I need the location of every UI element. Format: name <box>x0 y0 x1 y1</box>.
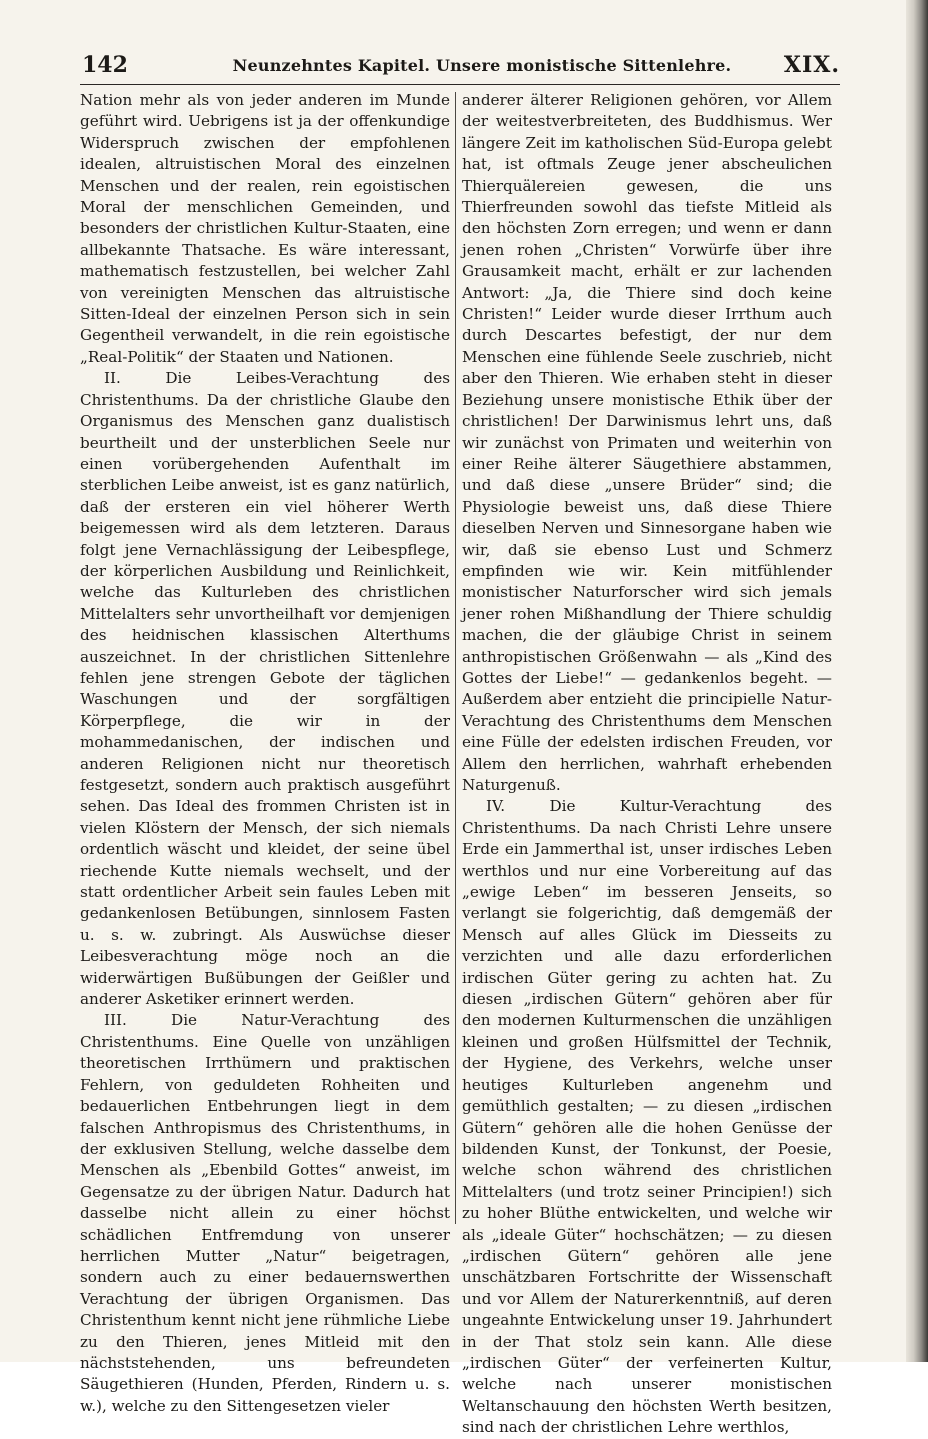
page-header <box>82 52 840 82</box>
paragraph: anderer älterer Religionen gehören, vor Allem der weitestverbreiteten, des Buddhismus. Wer längere Zeit im katholischen Süd-Europa gelebt hat, ist oftmals Zeuge jener abscheulichen Thierquälereien gewesen, die uns Thierfreunden sowohl das tiefste Mitleid als den höchsten Zorn erregen; und wenn er dann jenen rohen „Christen“ Vorwürfe über ihre Grausamkeit macht, erhält er zur lachenden Antwort: „Ja, die Thiere sind doch keine Christen!“ Leider wurde dieser Irrthum auch durch Descartes befestigt, der nur dem Menschen eine fühlende Seele zuschrieb, nicht aber den Thieren. Wie erhaben steht in dieser Beziehung unsere monistische Ethik über der christlichen! Der Darwinismus lehrt uns, daß wir zunächst von Primaten und weiterhin von einer Reihe älterer Säugethiere abstammen, und daß diese „unsere Brüder“ sind; die Physiologie beweist uns, daß diese Thiere dieselben Nerven und Sinnesorgane haben wie wir, daß sie ebenso Lust und Schmerz empfinden wie wir. Kein mitfühlender monistischer Naturforscher wird sich jemals jener rohen Mißhandlung der Thiere schuldig machen, die der gläubige Christ in seinem anthropistischen Größenwahn — als „Kind des Gottes der Liebe!“ — gedankenlos begeht. — Außerdem aber entzieht die principielle Natur-Verachtung des Christenthums dem Menschen eine Fülle der edelsten irdischen Freuden, vor Allem den herrlichen, wahrhaft erhebenden Naturgenuß. <box>462 91 832 794</box>
right-column <box>462 90 832 1437</box>
running-head: Neunzehntes Kapitel. Unsere monistische Sittenlehre. <box>232 56 732 75</box>
paragraph: II. Die Leibes-Verachtung des Christenthums. Da der christliche Glaube den Organismus des Menschen ganz dualistisch beurtheilt und der unsterblichen Seele nur einen vorübergehenden Aufenthalt im sterblichen Leibe anweist, ist es ganz natürlich, daß der ersteren ein viel höherer Werth beigemessen wird als dem letzteren. Daraus folgt jene Vernachlässigung der Leibespflege, der körperlichen Ausbildung und Reinlichkeit, welche das Kulturleben des christlichen Mittelalters sehr unvortheilhaft vor demjenigen des heidnischen klassischen Alterthums auszeichnet. In der christlichen Sittenlehre fehlen jene strengen Gebote der täglichen Waschungen und der sorgfältigen Körperpflege, die wir in der mohammedanischen, der indischen und anderen Religionen nicht nur theoretisch festgesetzt, sondern auch praktisch ausgeführt sehen. Das Ideal des frommen Christen ist in vielen Klöstern der Mensch, der sich niemals ordentlich wäscht und kleidet, der seine übel riechende Kutte niemals wechselt, und der statt ordentlicher Arbeit sein faules Leben mit gedankenlosen Betübungen, sinnlosem Fasten u. s. w. zubringt. Als Auswüchse dieser Leibesverachtung möge noch an die widerwärtigen Bußübungen der Geißler und anderer Asketiker erinnert werden. <box>80 369 450 1009</box>
column-divider <box>455 92 456 1224</box>
left-column <box>80 90 450 1415</box>
page-edge-shadow <box>906 0 928 1362</box>
paragraph: IV. Die Kultur-Verachtung des Christenthums. Da nach Christi Lehre unsere Erde ein Jammerthal ist, unser irdisches Leben werthlos und nur eine Vorbereitung auf das „ewige Leben“ im besseren Jenseits, so verlangt sie folgerichtig, daß demgemäß der Mensch auf alles Glück im Diesseits zu verzichten und alle dazu erforderlichen irdischen Güter gering zu achten hat. Zu diesen „irdischen Gütern“ gehören aber für den modernen Kulturmenschen die unzähligen kleinen und großen Hülfsmittel der Technik, der Hygiene, des Verkehrs, welche unser heutiges Kulturleben angenehm und gemüthlich gestalten; — zu diesen „irdischen Gütern“ gehören alle die hohen Genüsse der bildenden Kunst, der Tonkunst, der Poesie, welche schon während des christlichen Mittelalters (und trotz seiner Principien!) sich zu hoher Blüthe entwickelten, und welche wir als „ideale Güter“ hochschätzen; — zu diesen „irdischen Gütern“ gehören alle jene unschätzbaren Fortschritte der Wissenschaft und vor Allem der Naturerkenntniß, auf deren ungeahnte Entwickelung unser 19. Jahrhundert in der That stolz sein kann. Alle diese „irdischen Güter“ der verfeinerten Kultur, welche nach unserer monistischen Weltanschauung den höchsten Werth besitzen, sind nach der christlichen Lehre werthlos, <box>462 797 832 1437</box>
paragraph: III. Die Natur-Verachtung des Christenthums. Eine Quelle von unzähligen theoretischen Irrthümern und praktischen Fehlern, von geduldeten Rohheiten und bedauerlichen Entbehrungen liegt in dem falschen Anthropismus des Christenthums, in der exklusiven Stellung, welche dasselbe dem Menschen als „Ebenbild Gottes“ anweist, im Gegensatze zu der übrigen Natur. Dadurch hat dasselbe nicht allein zu einer höchst schädlichen Entfremdung von unserer herrlichen Mutter „Natur“ beigetragen, sondern auch zu einer bedauernswerthen Verachtung der übrigen Organismen. Das Christenthum kennt nicht jene rühmliche Liebe zu den Thieren, jenes Mitleid mit den nächststehenden, uns befreundeten Säugethieren (Hunden, Pferden, Rindern u. s. w.), welche zu den Sittengesetzen vieler <box>80 1011 450 1415</box>
paragraph: Nation mehr als von jeder anderen im Munde geführt wird. Uebrigens ist ja der offenkundige Widerspruch zwischen der empfohlenen idealen, altruistischen Moral des einzelnen Menschen und der realen, rein egoistischen Moral der menschlichen Gemeinden, und besonders der christlichen Kultur-Staaten, eine allbekannte Thatsache. Es wäre interessant, mathematisch festzustellen, bei welcher Zahl von vereinigten Menschen das altruistische Sitten-Ideal der einzelnen Person sich in sein Gegentheil verwandelt, in die rein egoistische „Real-Politik“ der Staaten und Nationen. <box>80 91 450 366</box>
chapter-number: XIX. <box>783 52 840 78</box>
header-rule <box>80 84 840 85</box>
page-number: 142 <box>82 52 128 78</box>
